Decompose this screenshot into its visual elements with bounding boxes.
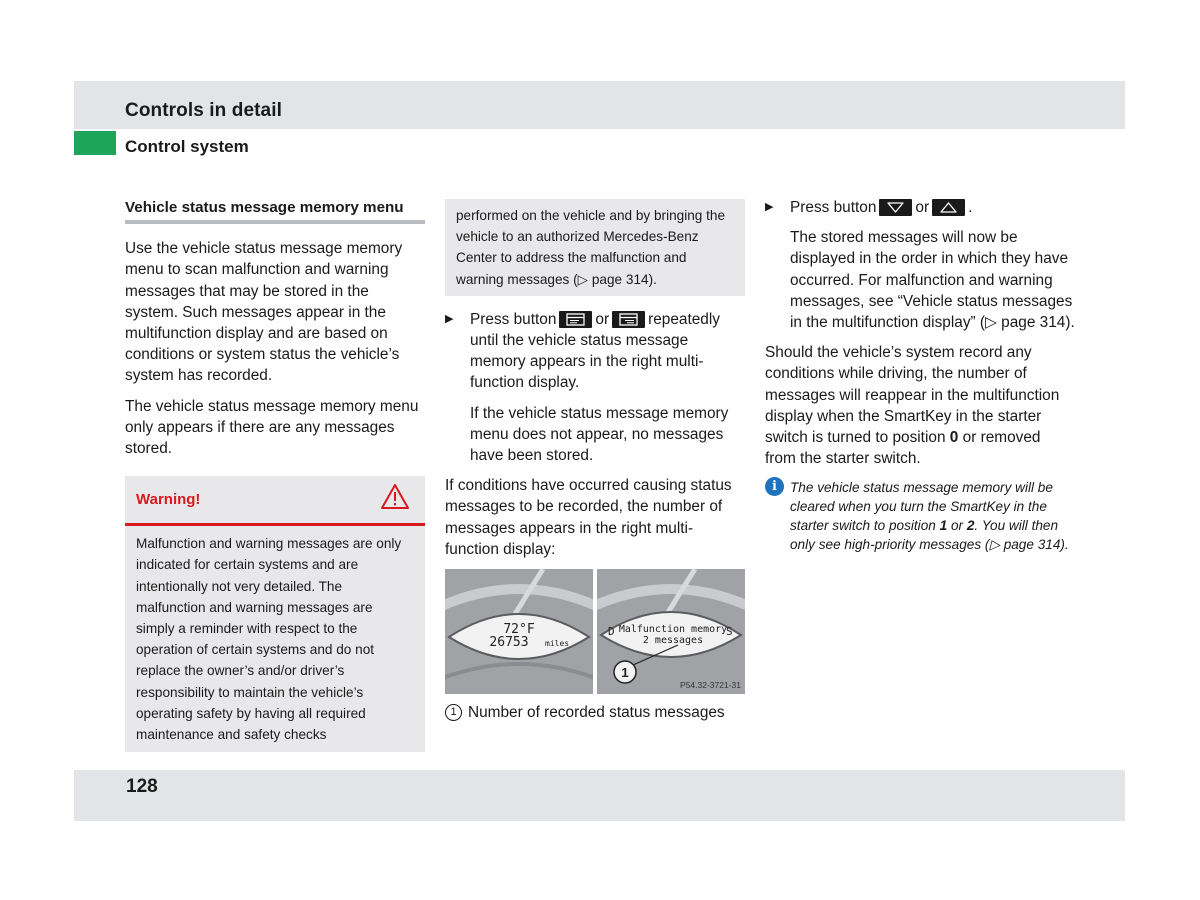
gear-indicator-s: S <box>726 625 733 639</box>
callout-number: 1 <box>621 665 629 681</box>
instruction-step <box>765 197 1075 218</box>
display-panel-message-memory <box>597 569 745 694</box>
display-figure <box>445 569 745 694</box>
caption-text: Number of recorded status messages <box>468 704 725 722</box>
bullet-arrow-icon: ▶ <box>445 312 454 325</box>
scroll-up-button-icon <box>932 199 965 216</box>
message-count-readout: 2 messages <box>642 635 704 647</box>
chapter-title: Controls in detail <box>125 100 282 121</box>
instruction-text: Press button or repeatedly until the vehicle status message memory appears in the right multi-function display. <box>470 310 720 392</box>
figure-caption <box>445 702 745 723</box>
figure-code: P54.32-3721-31 <box>680 680 741 691</box>
scroll-down-button-icon <box>879 199 912 216</box>
availability-paragraph: The vehicle status message memory menu only appears if there are any messages stored. <box>125 397 419 458</box>
odometer-unit: miles <box>545 639 570 649</box>
conditions-paragraph: If conditions have occurred causing status messages to be recorded, the number of messages appears in the right multi-function display: <box>445 477 732 558</box>
instruction-result: If the vehicle status message memory menu does not appear, no messages have been stored. <box>470 404 729 465</box>
warning-header <box>125 476 425 526</box>
display-panel-odometer <box>445 569 593 694</box>
warning-text: Malfunction and warning messages are only indicated for certain systems and are intentionally not very detailed. The malfunction and warning messages are simply a reminder with respect to the operation of certain systems and do not replace the owner’s and/or driver’s responsibility to maintain the vehicle’s operating safety by having all required maintenance and safety checks <box>136 536 402 743</box>
instruction-result: The stored messages will now be displayed in the order in which they have occurred. For malfunction and warning messages, see “Vehicle status messages in the multifunction display” (▷ page 314). <box>790 229 1075 332</box>
info-note <box>765 478 1075 554</box>
section-marker <box>74 131 116 155</box>
gear-indicator-d: D <box>608 625 615 639</box>
instruction-step <box>445 309 745 394</box>
intro-paragraph: Use the vehicle status message memory menu to scan malfunction and warning messages that may be stored in the system. Such messages appear in the multifunction display and are based on conditions or system status the vehicle’s system has recorded. <box>125 240 403 385</box>
info-text: The vehicle status message memory will be cleared when you turn the SmartKey in the starter switch to position 1 or 2. You will then only see high-priority messages (▷ page 314). <box>790 480 1069 553</box>
next-display-button-icon <box>612 311 645 328</box>
caption-number: 1 <box>445 704 462 721</box>
temperature-readout: 72°F <box>503 622 535 638</box>
page-number: 128 <box>126 776 158 797</box>
info-icon: i <box>765 477 784 496</box>
warning-continuation: performed on the vehicle and by bringing the vehicle to an authorized Mercedes-Benz Center to address the malfunction and warning messages (▷ page 314). <box>445 199 745 296</box>
record-paragraph: Should the vehicle’s system record any conditions while driving, the number of messages will reappear in the multifunction display when the SmartKey in the starter switch is turned to position 0 or removed from the starter switch. <box>765 344 1060 468</box>
previous-display-button-icon <box>559 311 592 328</box>
warning-triangle-icon <box>380 483 410 516</box>
odometer-readout: 26753 <box>489 635 529 651</box>
column-1 <box>125 197 425 752</box>
subsection-heading: Vehicle status message memory menu <box>125 197 425 224</box>
bullet-arrow-icon: ▶ <box>765 201 774 213</box>
warning-box <box>125 476 425 752</box>
footer-band <box>74 770 1125 821</box>
column-2 <box>445 199 745 723</box>
column-3 <box>765 197 1075 554</box>
malfunction-memory-label: Malfunction memory <box>618 624 728 636</box>
instruction-text: Press button or . <box>790 199 973 216</box>
section-title: Control system <box>125 137 249 156</box>
warning-title: Warning! <box>136 491 201 509</box>
